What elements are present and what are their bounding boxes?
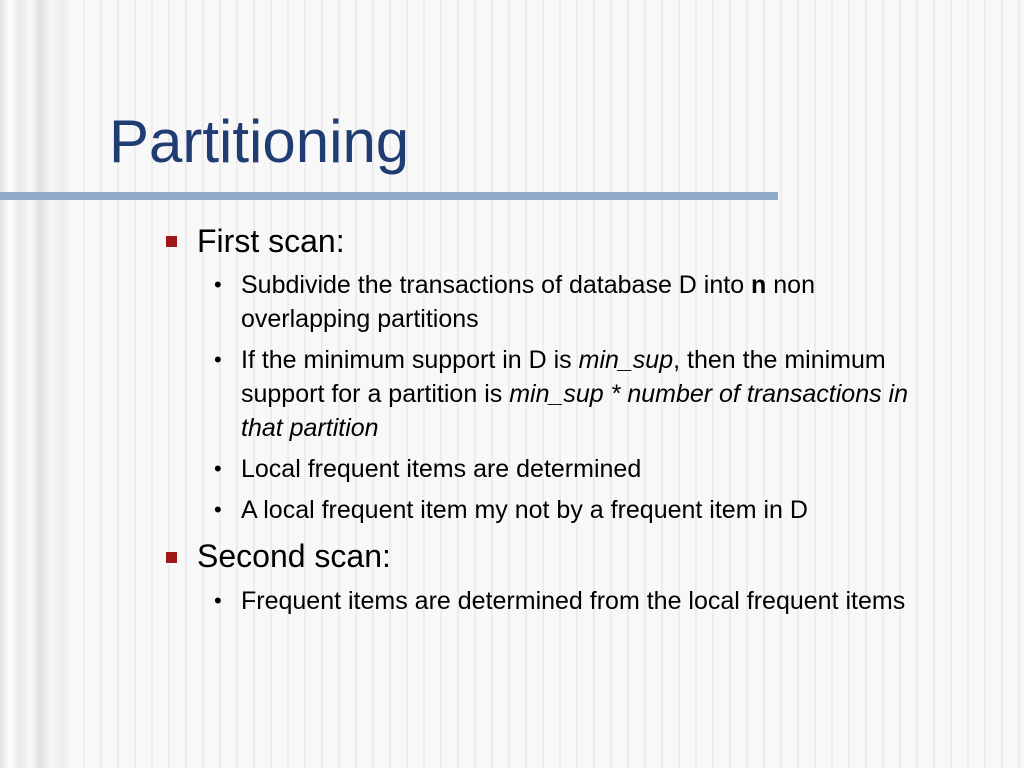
bullet-1-text-a: Subdivide the transactions of database D into	[241, 271, 752, 299]
bullet-dot-icon: •	[214, 497, 222, 522]
bullet-2-italic-formula: min_sup * number of transactions in	[509, 380, 909, 408]
first-scan-bullet-1	[241, 268, 1011, 336]
bullet-2-text-a: If the minimum support in D is	[241, 346, 579, 374]
first-scan-bullet-3: Local frequent items are determined	[241, 455, 642, 483]
bullet-2-italic-min-sup: min_sup	[578, 346, 674, 374]
square-bullet-icon	[166, 236, 177, 247]
bullet-1-line-2: overlapping partitions	[241, 305, 479, 333]
square-bullet-icon	[166, 552, 177, 563]
first-scan-bullet-2	[241, 343, 1011, 445]
bullet-dot-icon: •	[214, 588, 222, 613]
bullet-dot-icon: •	[214, 347, 222, 372]
bullet-2-text-d: support for a partition is	[241, 380, 510, 408]
bullet-dot-icon: •	[214, 456, 222, 481]
first-scan-heading: First scan:	[197, 223, 345, 259]
first-scan-bullet-4: A local frequent item my not by a frequent item in D	[241, 496, 808, 524]
second-scan-heading: Second scan:	[197, 538, 391, 574]
second-scan-bullet-1: Frequent items are determined from the local frequent items	[241, 587, 906, 615]
bullet-1-bold-n: n	[751, 271, 767, 299]
bullet-dot-icon: •	[214, 272, 222, 297]
bullet-2-italic-tail: that partition	[241, 414, 379, 442]
bullet-1-text-c: non	[766, 271, 815, 299]
slide-title: Partitioning	[109, 108, 410, 175]
bullet-2-text-c: , then the minimum	[673, 346, 886, 374]
